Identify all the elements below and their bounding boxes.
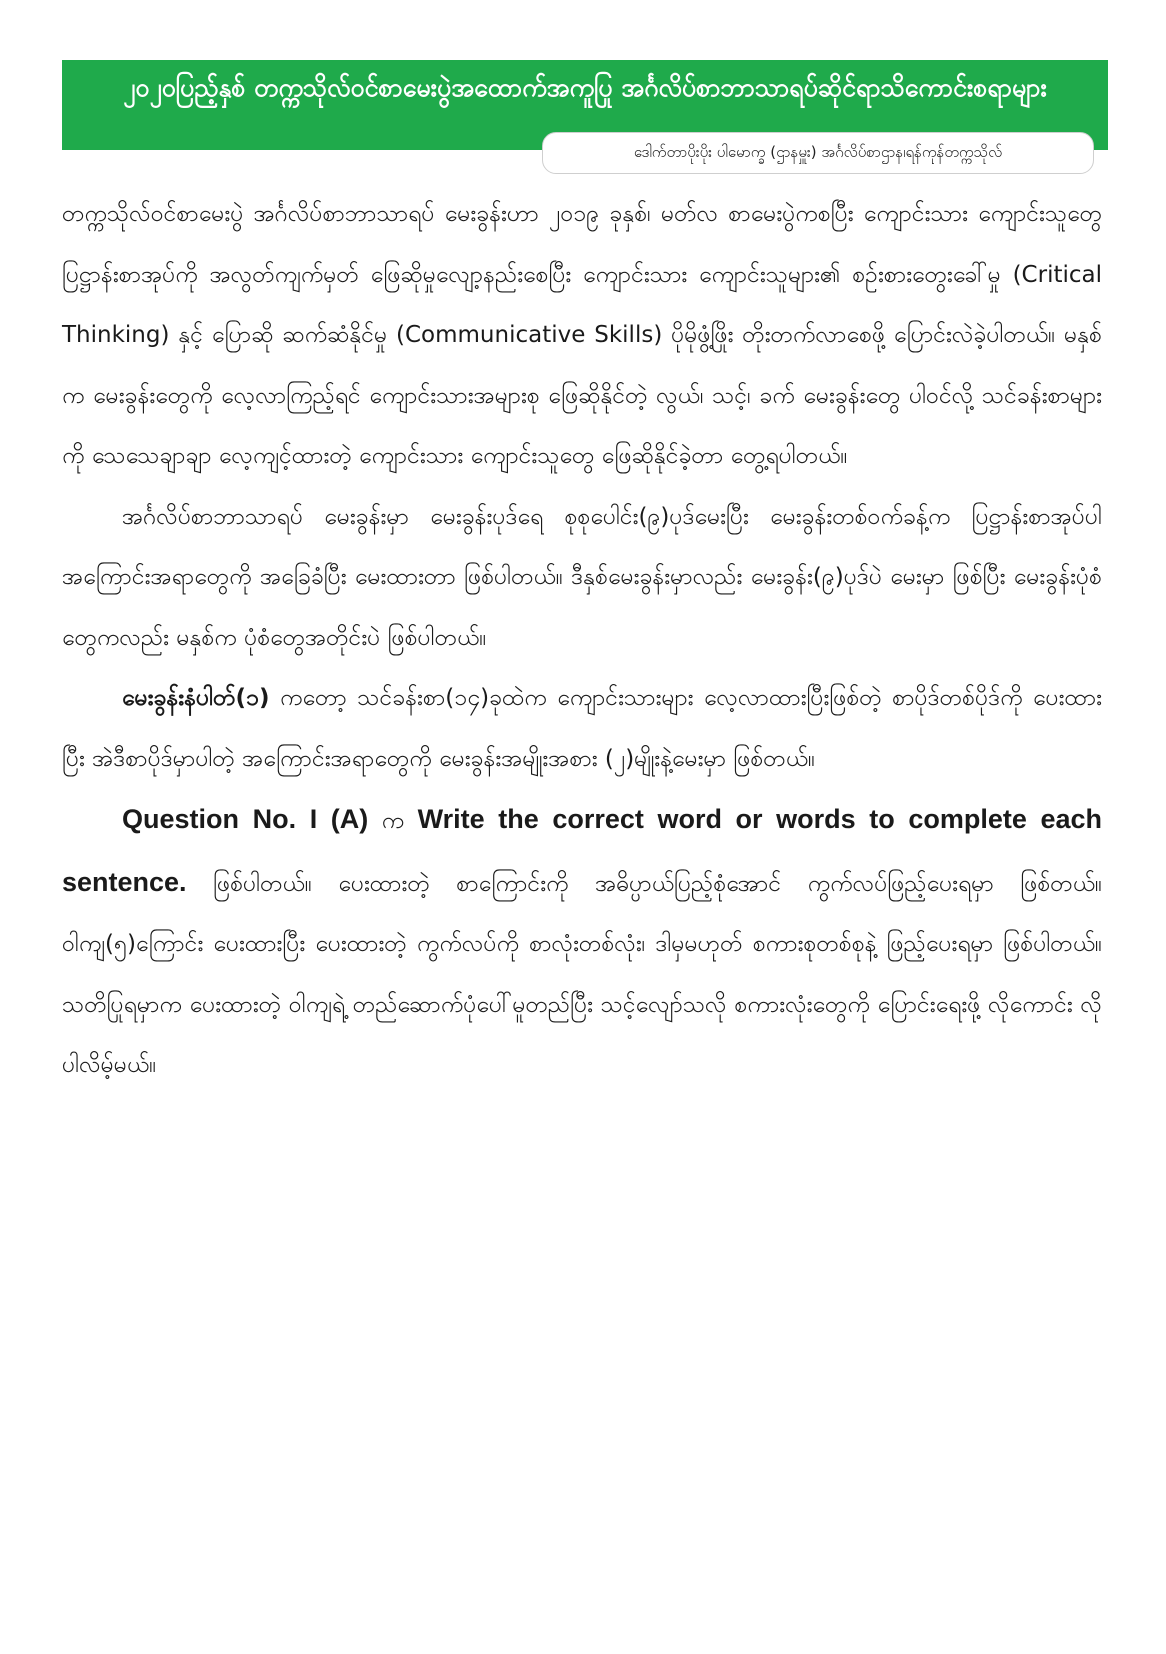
paragraph-question-one-a [62, 789, 1102, 1096]
question-one-heading: မေးခွန်းနံပါတ်(၁) [122, 685, 270, 711]
question-instruction: Write the correct word or words to complete each sentence. [62, 804, 1103, 897]
connector-text: က [368, 808, 418, 834]
paragraph-intro: တက္ကသိုလ်ဝင်စာမေးပွဲ အင်္ဂလိပ်စာဘာသာရပ် မေးခွန်းဟာ ၂၀၁၉ ခုနှစ်၊ မတ်လ စာမေးပွဲကစပြီး ကျောင်းသား ကျောင်းသူတွေ ပြဋ္ဌာန်းစာအုပ်ကို အလွတ်ကျက်မှတ် ဖြေဆိုမှုလျော့နည်းစေပြီး ကျောင်းသား ကျောင်းသူများ၏ စဉ်းစားတွေးခေါ်မှု (Critical Thinking) နှင့် ပြောဆို ဆက်ဆံနိုင်မှု (Communicative Skills) ပိုမိုဖွံ့ဖြိုး တိုးတက်လာစေဖို့ ပြောင်းလဲခဲ့ပါတယ်။ မနှစ်က မေးခွန်းတွေကို လေ့လာကြည့်ရင် ကျောင်းသားအများစု ဖြေဆိုနိုင်တဲ့ လွယ်၊ သင့်၊ ခက် မေးခွန်းတွေ ပါဝင်လို့ သင်ခန်းစာများကို သေသေချာချာ လေ့ကျင့်ထားတဲ့ ကျောင်းသား ကျောင်းသူတွေ ဖြေဆိုနိုင်ခဲ့တာ တွေ့ရပါတယ်။ [62, 201, 1102, 469]
question-label: Question No. I (A) [122, 804, 369, 834]
article-body [62, 184, 1102, 1096]
author-byline: ဒေါက်တာပိုးပိုး ပါမောက္ခ (ဌာနမှူး) အင်္ဂလိပ်စာဌာန၊ရန်ကုန်တက္ကသိုလ် [542, 132, 1094, 174]
paragraph-question-count: အင်္ဂလိပ်စာဘာသာရပ် မေးခွန်းမှာ မေးခွန်းပုဒ်ရေ စုစုပေါင်း(၉)ပုဒ်မေးပြီး မေးခွန်းတစ်ဝက်ခန့်က ပြဋ္ဌာန်းစာအုပ်ပါ အကြောင်းအရာတွေကို အခြေခံပြီး မေးထားတာ ဖြစ်ပါတယ်။ ဒီနှစ်မေးခွန်းမှာလည်း မေးခွန်း(၉)ပုဒ်ပဲ မေးမှာ ဖြစ်ပြီး မေးခွန်းပုံစံတွေကလည်း မနှစ်က ပုံစံတွေအတိုင်းပဲ ဖြစ်ပါတယ်။ [62, 503, 1102, 651]
paragraph-question-one [62, 668, 1102, 789]
page-title: ၂၀၂၀ပြည့်နှစ် တက္ကသိုလ်ဝင်စာမေးပွဲအထောက်အကူပြု အင်္ဂလိပ်စာဘာသာရပ်ဆိုင်ရာသိကောင်းစရာများ [123, 73, 1047, 102]
question-explanation: ဖြစ်ပါတယ်။ ပေးထားတဲ့ စာကြောင်းကို အဓိပ္ပာယ်ပြည့်စုံအောင် ကွက်လပ်ဖြည့်ပေးရမှာ ဖြစ်တယ်။ ဝါကျ(၅)ကြောင်း ပေးထားပြီး ပေးထားတဲ့ ကွက်လပ်ကို စာလုံးတစ်လုံး၊ ဒါမှမဟုတ် စကားစုတစ်စုနဲ့ ဖြည့်ပေးရမှာ ဖြစ်ပါတယ်။ သတိပြုရမှာက ပေးထားတဲ့ ဝါကျရဲ့ တည်ဆောက်ပုံပေါ်မူတည်ပြီး သင့်လျော်သလို စကားလုံးတွေကို ပြောင်းရေးဖို့ လိုကောင်း လိုပါလိမ့်မယ်။ [62, 870, 1102, 1078]
question-one-text: ကတော့ သင်ခန်းစာ(၁၄)ခုထဲက ကျောင်းသားများ လေ့လာထားပြီးဖြစ်တဲ့ စာပိုဒ်တစ်ပိုဒ်ကို ပေးထားပြီး အဲဒီစာပိုဒ်မှာပါတဲ့ အကြောင်းအရာတွေကို မေးခွန်းအမျိုးအစား (၂)မျိုးနဲ့မေးမှာ ဖြစ်တယ်။ [62, 685, 1102, 772]
